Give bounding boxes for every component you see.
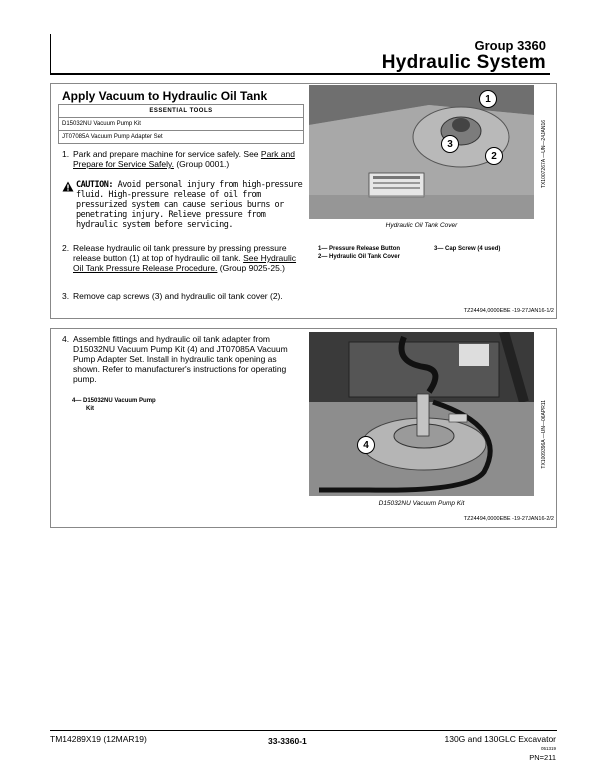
callout-1: 1: [479, 90, 497, 108]
step-number: 1.: [62, 149, 70, 159]
footer-model: 130G and 130GLC Excavator: [444, 734, 556, 744]
footer-page-number: 33-3360-1: [268, 736, 307, 746]
group-number: Group 3360: [474, 38, 546, 53]
header-left-rule: [50, 34, 51, 74]
reference-code: TZ24494,0000EBE -19-27JAN16-1/2: [463, 308, 554, 314]
tool-item: D15032NU Vacuum Pump Kit: [59, 118, 304, 131]
step-number: 3.: [62, 291, 70, 301]
callout-3: 3: [441, 135, 459, 153]
photo-side-ref: TX1009396A —UN—06APR11: [541, 400, 547, 469]
section1-title: Apply Vacuum to Hydraulic Oil Tank: [62, 89, 268, 103]
photo-caption: Hydraulic Oil Tank Cover: [385, 222, 458, 229]
procedure-link[interactable]: See Hydraulic Oil Tank Pressure Release Procedure.: [73, 253, 297, 273]
step-text-tail: (Group 0001.): [173, 159, 230, 169]
legend-item: 2— Hydraulic Oil Tank Cover: [318, 254, 400, 260]
step-number: 4.: [62, 334, 70, 344]
tools-header: ESSENTIAL TOOLS: [59, 105, 304, 118]
callout-2: 2: [485, 147, 503, 165]
warning-triangle-icon: [62, 181, 74, 192]
procedure-link[interactable]: Park and Prepare for Service Safely.: [73, 149, 295, 169]
hydraulic-tank-cover-photo: [309, 85, 534, 219]
photo-side-ref: TX1007267A —UN—24JAN16: [541, 120, 547, 189]
footer-date-code: 051319: [540, 746, 556, 751]
step-2: [62, 243, 307, 285]
vacuum-pump-kit-photo: [309, 332, 534, 496]
vacuum-pump-illustration: [309, 332, 534, 496]
step-4: [62, 334, 312, 386]
step-1: [62, 149, 307, 171]
legend-item: 1— Pressure Release Button: [318, 246, 401, 252]
step-text: Park and prepare machine for service safely. See: [73, 149, 259, 159]
caution-block: [62, 180, 312, 235]
caution-text: Avoid personal injury from high-pressure fluid. High-pressure release of oil from pressurized system can cause serious burns or penetrating injury. Relieve pressure from hydraulic system before servicing.: [76, 180, 303, 230]
step-text: Release hydraulic oil tank pressure by pressing pressure release button (1) at top of hydraulic oil tank.: [73, 243, 287, 263]
tool-item: JT07085A Vacuum Pump Adapter Set: [59, 131, 304, 144]
essential-tools-table: [58, 104, 304, 144]
legend-item: 4— D15032NU Vacuum Pump: [72, 398, 156, 404]
photo-caption: D15032NU Vacuum Pump Kit: [378, 500, 465, 507]
legend-item: Kit: [86, 406, 94, 412]
footer-doc-id: TM14289X19 (12MAR19): [50, 734, 147, 744]
step-text: Assemble fittings and hydraulic oil tank adapter from D15032NU Vacuum Pump Kit (4) and JT07085A Vacuum Pump Adapter Set. Install in hydraulic tank opening as shown. Refer to manufacturer's instructions for operating pump.: [73, 334, 288, 384]
callout-4: 4: [357, 436, 375, 454]
step-3: [62, 291, 312, 303]
page-title: Hydraulic System: [381, 52, 546, 73]
step-text: Remove cap screws (3) and hydraulic oil tank cover (2).: [73, 291, 283, 301]
footer-rule: [50, 730, 557, 731]
caution-label: CAUTION:: [76, 180, 113, 190]
reference-code: TZ24494,0000EBE -19-27JAN16-2/2: [463, 516, 554, 522]
header-rule: [50, 73, 550, 75]
footer-pn: PN=211: [529, 753, 556, 762]
legend-item: 3— Cap Screw (4 used): [434, 246, 501, 252]
step-number: 2.: [62, 243, 70, 253]
step-text-tail: (Group 9025-25.): [217, 263, 285, 273]
